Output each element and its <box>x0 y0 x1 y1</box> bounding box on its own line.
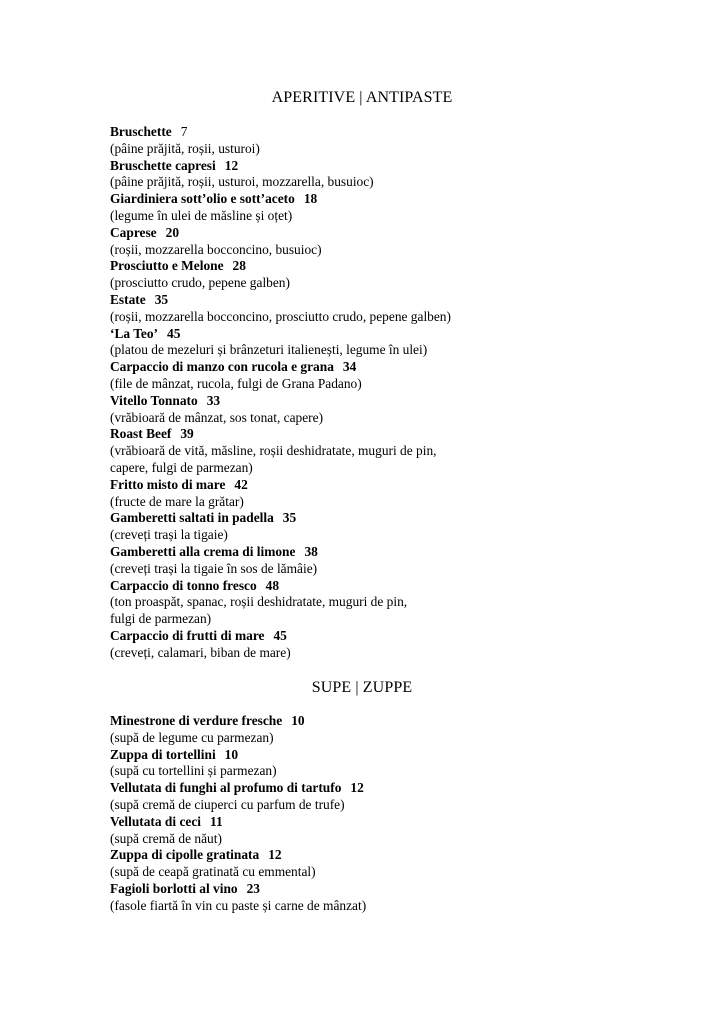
menu-item-description: (vrăbioară de mânzat, sos tonat, capere) <box>110 409 324 425</box>
menu-item-heading <box>110 713 710 730</box>
menu-item <box>110 393 710 427</box>
menu-item-price: 20 <box>165 224 180 240</box>
menu-item-price: 42 <box>234 476 248 492</box>
menu-item-name: Estate <box>110 291 146 307</box>
menu-item-heading <box>110 426 710 443</box>
menu-item-heading <box>110 847 710 864</box>
menu-item <box>110 881 710 915</box>
menu-item-description: (platou de mezeluri și brânzeturi italienești, legume în ulei) <box>110 342 428 358</box>
menu-item-description: (ton proaspăt, spanac, roșii deshidratate, muguri de pin, fulgi de parmezan) <box>110 594 408 627</box>
menu-item-heading <box>110 578 710 595</box>
menu-item <box>110 780 710 814</box>
menu-item <box>110 747 710 781</box>
menu-item-heading <box>110 510 710 527</box>
menu-item-description: (fasole fiartă în vin cu paste și carne de mânzat) <box>110 897 367 913</box>
menu-item-name: Caprese <box>110 224 157 240</box>
menu-item <box>110 158 710 192</box>
menu-item-description: (supă cu tortellini și parmezan) <box>110 763 277 779</box>
menu-item-description: (creveți, calamari, biban de mare) <box>110 644 291 660</box>
menu-item-description: (vrăbioară de vită, măsline, roșii deshidratate, muguri de pin, capere, fulgi de parmezan) <box>110 443 437 475</box>
menu-item-heading <box>110 780 710 797</box>
menu-item <box>110 814 710 848</box>
menu-item-description: (roșii, mozzarella bocconcino, prosciutto crudo, pepene galben) <box>110 308 451 324</box>
menu-item-heading <box>110 225 710 242</box>
menu-item <box>110 359 710 393</box>
menu-item <box>110 847 710 881</box>
supe-list <box>110 713 710 915</box>
menu-item-price: 33 <box>206 392 221 408</box>
menu-item-price: 10 <box>224 746 239 762</box>
menu-item-heading <box>110 292 710 309</box>
menu-item-price: 7 <box>180 124 188 139</box>
menu-item <box>110 510 710 544</box>
menu-item-price: 12 <box>350 780 364 796</box>
menu-item-name: Zuppa di cipolle gratinata <box>110 847 260 863</box>
menu-item-name: Gamberetti saltati in padella <box>110 510 274 526</box>
menu-item-description: (legume în ulei de măsline și oțet) <box>110 207 293 223</box>
menu-item-description: (supă cremă de năut) <box>110 830 222 846</box>
menu-item-description: (supă de legume cu parmezan) <box>110 729 274 745</box>
menu-item-name: Giardiniera sott’olio e sott’aceto <box>110 191 295 207</box>
menu-item-price: 48 <box>265 577 280 593</box>
menu-item-price: 23 <box>246 880 260 896</box>
menu-item-description: (creveți trași la tigaie) <box>110 527 228 543</box>
menu-item-name: Fagioli borlotti al vino <box>110 880 238 896</box>
section-title-supe: SUPE | ZUPPE <box>311 679 413 696</box>
aperitive-list <box>110 124 710 662</box>
menu-item-name: Bruschette <box>110 124 172 139</box>
menu-item-description: (roșii, mozzarella bocconcino, busuioc) <box>110 241 322 257</box>
menu-item-description: (fructe de mare la grătar) <box>110 493 244 509</box>
menu-item <box>110 713 710 747</box>
menu-item-name: Carpaccio di frutti di mare <box>110 627 265 643</box>
menu-item <box>110 292 710 326</box>
menu-item-price: 35 <box>154 291 169 307</box>
menu-item-description: (pâine prăjită, roșii, usturoi) <box>110 140 260 156</box>
menu-item-price: 11 <box>210 813 223 829</box>
menu-item-description: (file de mânzat, rucola, fulgi de Grana Padano) <box>110 375 362 391</box>
menu-item <box>110 628 710 662</box>
menu-item <box>110 225 710 259</box>
menu-item-description: (supă cremă de ciuperci cu parfum de trufe) <box>110 796 345 812</box>
menu-item-name: Carpaccio di manzo con rucola e grana <box>110 359 334 375</box>
menu-item <box>110 477 710 511</box>
menu-item-price: 45 <box>167 325 181 341</box>
menu-item-heading <box>110 747 710 764</box>
menu-item-price: 35 <box>282 510 297 526</box>
menu-item-description: (supă de ceapă gratinată cu emmental) <box>110 864 316 880</box>
menu-item-name: Vellutata di ceci <box>110 813 201 829</box>
menu-item-name: Fritto misto di mare <box>110 476 226 492</box>
menu-item-description: (pâine prăjită, roșii, usturoi, mozzarella, busuioc) <box>110 174 374 190</box>
menu-item-name: Roast Beef <box>110 426 172 442</box>
menu-item-heading <box>110 158 710 175</box>
menu-item <box>110 191 710 225</box>
menu-item-heading <box>110 191 710 208</box>
menu-item-heading <box>110 544 710 561</box>
menu-item <box>110 124 710 158</box>
menu-item <box>110 578 710 628</box>
menu-item-price: 38 <box>304 543 318 559</box>
menu-item-description: (creveți trași la tigaie în sos de lămâie) <box>110 560 318 576</box>
menu-item-name: Gamberetti alla crema di limone <box>110 543 296 559</box>
menu-item <box>110 426 710 476</box>
menu-item-heading <box>110 477 710 494</box>
menu-item-heading <box>110 814 710 831</box>
menu-item-price: 39 <box>180 426 194 442</box>
menu-item-heading <box>110 393 710 410</box>
menu-item-heading <box>110 258 710 275</box>
menu-item-price: 34 <box>342 359 357 375</box>
menu-item-name: Prosciutto e Melone <box>110 258 224 274</box>
menu-item <box>110 544 710 578</box>
menu-item-name: Vitello Tonnato <box>110 392 198 408</box>
menu-item-name: Carpaccio di tonno fresco <box>110 577 257 593</box>
menu-item-heading <box>110 628 710 645</box>
menu-item-price: 12 <box>268 847 282 863</box>
menu-item-price: 10 <box>291 713 305 728</box>
menu-item-description: (prosciutto crudo, pepene galben) <box>110 275 290 291</box>
menu-item-price: 28 <box>232 258 246 274</box>
menu-item <box>110 258 710 292</box>
menu-item-heading <box>110 359 710 376</box>
section-title-aperitive: APERITIVE | ANTIPASTE <box>271 89 453 106</box>
menu-item-name: Bruschette capresi <box>110 157 216 173</box>
menu-item-heading <box>110 881 710 898</box>
menu-item-price: 45 <box>273 627 287 643</box>
menu-item-name: Minestrone di verdure fresche <box>110 713 283 728</box>
menu-item-name: Vellutata di funghi al profumo di tartufo <box>110 780 342 796</box>
menu-item-name: Zuppa di tortellini <box>110 746 216 762</box>
menu-item-price: 18 <box>303 191 318 207</box>
menu-item-heading <box>110 124 710 141</box>
menu-item <box>110 326 710 360</box>
menu-item-name: ‘La Teo’ <box>110 325 158 341</box>
menu-item-heading <box>110 326 710 343</box>
menu-item-price: 12 <box>224 157 239 173</box>
